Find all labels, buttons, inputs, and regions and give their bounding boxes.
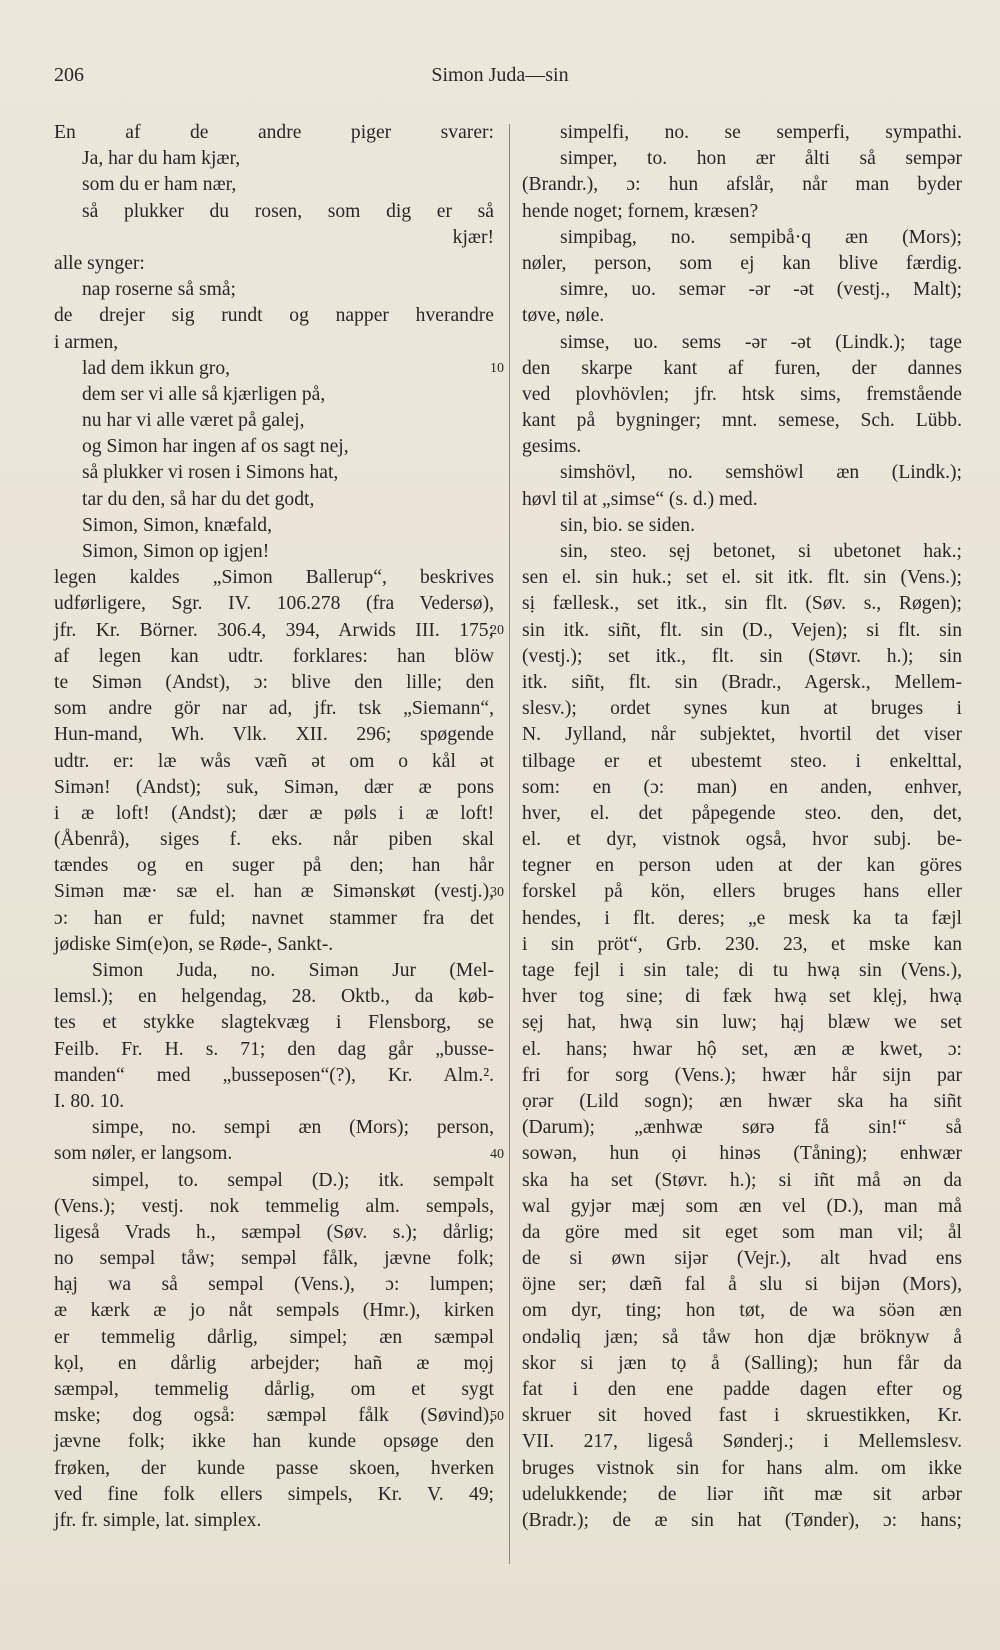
right-column-line: udelukkende; de liər iñt mæ sit arbər	[522, 1483, 962, 1505]
right-column-line: simre, uo. semər -ər -ət (vestj., Malt);	[560, 279, 962, 301]
left-column-line: En af de andre piger svarer:	[54, 122, 494, 143]
left-column-line: simpe, no. sempi æn (Mors); person,	[92, 1117, 494, 1139]
right-column-line: ọrər (Lild sogn); æn hwær ska ha siñt	[522, 1090, 962, 1112]
left-column-line: mske; dog også: sæmpəl fålk (Søvind),	[54, 1405, 494, 1427]
left-column-line: som andre gör nar ad, jfr. tsk „Siemann“,	[54, 698, 494, 720]
right-column-line: sowən, hun ọi hinəs (Tåning); enhwær	[522, 1143, 962, 1165]
left-column-line: Ja, har du ham kjær,	[82, 148, 241, 170]
left-column-line: de drejer sig rundt og napper hverandre	[54, 305, 494, 327]
right-column-line: wal gyjər mæj som æn vel (D.), man må	[522, 1195, 962, 1217]
left-column-line: legen kaldes „Simon Ballerup“, beskrives	[54, 567, 494, 589]
left-column-line: udførligere, Sgr. IV. 106.278 (fra Vedersø),	[54, 593, 494, 615]
right-column-line: tegner en person uden at der kan göres	[522, 855, 962, 877]
running-head	[54, 64, 946, 94]
right-column-line: skruer sit hoved fast i skruestikken, Kr.	[522, 1405, 962, 1427]
left-column-line: frøken, der kunde passe skoen, hverken	[54, 1457, 494, 1479]
left-column-line: lad dem ikkun gro,	[82, 357, 231, 379]
right-column-line: sị fællesk., set itk., sin flt. (Søv. s., Røgen);	[522, 593, 962, 615]
right-column-line: (Bradr.); de æ sin hat (Tønder), ɔ: hans;	[522, 1509, 962, 1531]
line-marker: 10	[490, 360, 504, 376]
left-column-line: alle synger:	[54, 252, 145, 274]
left-column-line: te Simən (Andst), ɔ: blive den lille; den	[54, 671, 494, 693]
right-column-line: da göre med sit eget som man vil; ål	[522, 1221, 962, 1243]
right-column-line: sen el. sin huk.; set el. sit itk. flt. sin (Vens.);	[522, 567, 962, 589]
left-column-line: jfr. fr. simple, lat. simplex.	[54, 1509, 262, 1531]
right-column-line: høvl til at „simse“ (s. d.) med.	[522, 488, 758, 510]
right-column-line: VII. 217, ligeså Sønderj.; i Mellemslesv.	[522, 1431, 962, 1453]
left-column-line: lemsl.); en helgendag, 28. Oktb., da køb-	[54, 986, 494, 1008]
right-column-line: simshövl, no. semshöwl æn (Lindk.);	[560, 462, 962, 484]
running-title: Simon Juda—sin	[431, 64, 569, 86]
left-column-line: er temmelig dårlig, simpel; æn sæmpəl	[54, 1326, 494, 1348]
left-column-line: kjær!	[452, 226, 494, 248]
left-column-line: ɔ: han er fuld; navnet stammer fra det	[54, 907, 494, 929]
left-column-line: jævne folk; ikke han kunde opsøge den	[54, 1431, 494, 1453]
right-column-line: tage fejl i sin tale; di tu hwạ sin (Vens.),	[522, 960, 962, 981]
right-column-line: tilbage er et ubestemt steo. i enkelttal,	[522, 750, 962, 772]
left-column-line: (Åbenrå), siges f. eks. når piben skal	[54, 829, 494, 851]
left-column-line: ved fine folk ellers simpels, Kr. V. 49;	[54, 1483, 494, 1505]
left-column-line: i æ loft! (Andst); dær æ pøls i æ loft!	[54, 802, 494, 824]
right-column-line: el. hans; hwar hộ set, æn æ kwet, ɔ:	[522, 1038, 962, 1060]
line-marker: 30	[490, 884, 504, 900]
right-column-line: kant på bygninger; mnt. semese, Sch. Lübb.	[522, 410, 962, 432]
left-column-line: kọl, en dårlig arbejder; hañ æ mọj	[54, 1352, 494, 1374]
left-column-line: nu har vi alle været på galej,	[82, 410, 305, 432]
left-column-line: no sempəl tåw; sempəl fålk, jævne folk;	[54, 1248, 494, 1270]
right-column-line: skor si jæn tọ å (Salling); hun får da	[522, 1352, 962, 1374]
left-column-line: af legen kan udtr. forklares: han blöw	[54, 645, 494, 667]
left-column-line: tes et stykke slagtekvæg i Flensborg, se	[54, 1012, 494, 1034]
right-column-line: sẹj hat, hwạ sin luw; hạj blæw we set	[522, 1012, 962, 1034]
right-column-line: som: en (ɔ: man) en anden, enhver,	[522, 776, 962, 798]
left-column	[54, 120, 494, 1534]
left-column-line: dem ser vi alle så kjærligen på,	[82, 383, 326, 405]
left-column-line: manden“ med „busseposen“(?), Kr. Alm.².	[54, 1064, 494, 1086]
right-column-line: om dyr, ting; hon tøt, de wa söən æn	[522, 1300, 962, 1322]
left-column-line: I. 80. 10.	[54, 1090, 125, 1112]
left-column-line: Hun-mand, Wh. Vlk. XII. 296; spøgende	[54, 724, 494, 746]
left-column-line: Simən mæ· sæ el. han æ Simənskøt (vestj.),	[54, 881, 494, 903]
right-column-line: ska ha set (Støvr. h.); si iñt må ən da	[522, 1169, 962, 1191]
left-column-line: Simon, Simon, knæfald,	[82, 514, 272, 536]
page-number: 206	[54, 64, 84, 86]
right-column	[522, 120, 962, 1534]
right-column-line: tøve, nøle.	[522, 305, 605, 327]
right-column-line: simper, to. hon ær ålti så sempər	[560, 148, 962, 170]
left-column-line: sæmpəl, temmelig dårlig, om et sygt	[54, 1379, 494, 1400]
line-marker: 20	[490, 622, 504, 638]
left-column-line: jfr. Kr. Börner. 306.4, 394, Arwids III. 175;	[54, 619, 494, 641]
left-column-line: i armen,	[54, 331, 119, 353]
right-column-line: forskel på kön, ellers bruges hans eller	[522, 881, 962, 903]
right-column-line: simpibag, no. sempibå·q æn (Mors);	[560, 226, 962, 248]
left-column-line: som du er ham nær,	[82, 174, 237, 196]
line-marker: 50	[490, 1408, 504, 1424]
left-column-line: (Vens.); vestj. nok temmelig alm. sempəls,	[54, 1195, 494, 1217]
right-column-line: fri for sorg (Vens.); hwær hår sijn par	[522, 1064, 962, 1086]
right-column-line: bruges vistnok sin for hans alm. om ikke	[522, 1457, 962, 1479]
right-column-line: sin itk. siñt, flt. sin (D., Vejen); si flt. sin	[522, 619, 962, 641]
left-column-line: tændes og en suger på den; han hår	[54, 855, 494, 877]
left-column-line: Simon, Simon op igjen!	[82, 541, 270, 562]
right-column-line: (vestj.); set itk., flt. sin (Støvr. h.); sin	[522, 645, 962, 667]
right-column-line: sin, bio. se siden.	[560, 514, 695, 536]
right-column-line: ved plovhövlen; jfr. htsk sims, fremstående	[522, 383, 962, 405]
right-column-line: öjne ser; dæñ fal å slu si bijən (Mors),	[522, 1274, 962, 1296]
right-column-line: hende noget; fornem, kræsen?	[522, 200, 759, 222]
left-column-line: ligeså Vrads h., sæmpəl (Søv. s.); dårlig;	[54, 1221, 494, 1243]
left-column-line: så plukker vi rosen i Simons hat,	[82, 462, 339, 484]
right-column-line: de si øwn sijər (Vejr.), alt hvad ens	[522, 1248, 962, 1270]
left-column-line: simpel, to. sempəl (D.); itk. sempəlt	[92, 1169, 494, 1191]
right-column-line: nøler, person, som ej kan blive færdig.	[522, 252, 962, 274]
line-marker: 40	[490, 1146, 504, 1162]
right-column-line: slesv.); ordet synes kun at bruges i	[522, 698, 962, 720]
left-column-line: Simən! (Andst); suk, Simən, dær æ pons	[54, 776, 494, 798]
left-column-line: så plukker du rosen, som dig er så	[82, 200, 494, 222]
left-column-line: som nøler, er langsom.	[54, 1143, 233, 1165]
left-column-line: tar du den, så har du det godt,	[82, 488, 315, 510]
right-column-line: gesims.	[522, 436, 582, 458]
right-column-line: fat i den ene padde dagen efter og	[522, 1379, 962, 1400]
right-column-line: simse, uo. sems -ər -ət (Lindk.); tage	[560, 331, 962, 353]
left-column-line: jødiske Sim(e)on, se Røde-, Sankt-.	[54, 933, 334, 955]
right-column-line: ondəliq jæn; så tåw hon djæ bröknyw å	[522, 1326, 962, 1348]
right-column-line: N. Jylland, når subjektet, hvortil det viser	[522, 724, 962, 746]
right-column-line: (Brandr.), ɔ: hun afslår, når man byder	[522, 174, 962, 196]
left-column-line: udtr. er: læ wås væñ ət om o kål ət	[54, 750, 494, 772]
left-column-line: æ kærk æ jo nåt sempəls (Hmr.), kirken	[54, 1300, 494, 1322]
right-column-line: den skarpe kant af furen, der dannes	[522, 357, 962, 379]
left-column-line: Feilb. Fr. H. s. 71; den dag går „busse-	[54, 1038, 494, 1060]
right-column-line: i sin pröt“, Grb. 230. 23, et mske kan	[522, 933, 962, 955]
right-column-line: (Darum); „ænhwæ sørə få sin!“ så	[522, 1117, 962, 1139]
column-rule	[509, 124, 510, 1564]
left-column-line: hạj wa så sempəl (Vens.), ɔ: lumpen;	[54, 1274, 494, 1296]
left-column-line: nap roserne så små;	[82, 279, 236, 301]
right-column-line: hver tog sine; di fæk hwạ set klẹj, hwạ	[522, 986, 962, 1008]
right-column-line: hver, el. det påpegende steo. den, det,	[522, 802, 962, 824]
left-column-line: Simon Juda, no. Simən Jur (Mel-	[92, 960, 494, 981]
left-column-line: og Simon har ingen af os sagt nej,	[82, 436, 349, 458]
right-column-line: hendes, i flt. deres; „e mesk ka ta fæjl	[522, 907, 962, 929]
right-column-line: itk. siñt, flt. sin (Bradr., Agersk., Mellem-	[522, 671, 962, 693]
right-column-line: sin, steo. sẹj betonet, si ubetonet hak.;	[560, 541, 962, 562]
right-column-line: el. et dyr, vistnok også, hvor subj. be-	[522, 829, 962, 851]
right-column-line: simpelfi, no. se semperfi, sympathi.	[560, 122, 962, 143]
